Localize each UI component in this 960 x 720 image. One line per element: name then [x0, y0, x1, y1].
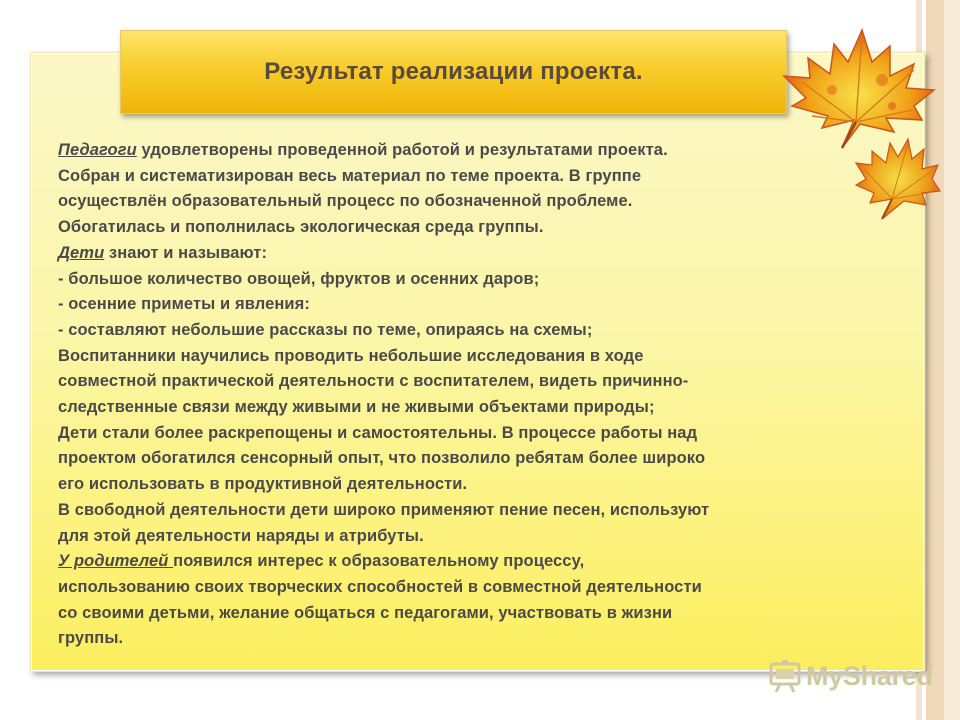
text-line: - осенние приметы и явления: [58, 295, 310, 314]
text-line: - составляют небольшие рассказы по теме, опираясь на схемы; [58, 320, 593, 339]
text-line: Дети стали более раскрепощены и самостоятельны. В процессе работы над [58, 423, 698, 442]
text-line: со своими детьми, желание общаться с педагогами, участвовать в жизни [58, 603, 673, 622]
text-line: его использовать в продуктивной деятельности. [58, 475, 468, 494]
presentation-board-icon [768, 659, 804, 693]
title-banner [120, 30, 787, 114]
text-line: проектом обогатился сенсорный опыт, что позволило ребятам более широко [58, 449, 706, 468]
text-line: Воспитанники научились проводить небольшие исследования в ходе [58, 346, 644, 365]
watermark-logo [768, 656, 933, 696]
underlined-keyword: Дети [58, 243, 105, 262]
text-line: следственные связи между живыми и не живыми объектами природы; [58, 398, 655, 417]
underlined-keyword: Педагоги [58, 141, 137, 159]
text-line: использованию своих творческих способностей в совместной деятельности [58, 577, 702, 596]
text-line: Педагоги удовлетворены проведенной работой и результатами проекта. [58, 141, 668, 159]
text-line: группы. [58, 629, 124, 648]
text-line: для этой деятельности наряды и атрибуты. [58, 526, 424, 545]
text-line: осуществлён образовательный процесс по обозначенной проблеме. [58, 192, 633, 211]
text-line: совместной практической деятельности с воспитателем, видеть причинно- [58, 372, 689, 391]
body-text [58, 138, 908, 652]
text-line: - большое количество овощей, фруктов и осенних даров; [58, 269, 540, 288]
logo-text: MyShared [806, 660, 933, 691]
underlined-keyword: У родителей [58, 552, 174, 571]
text-line: В свободной деятельности дети широко применяют пение песен, используют [58, 500, 710, 519]
text-line: У родителей появился интерес к образовательному процессу, [58, 552, 585, 571]
text-line: Обогатилась и пополнилась экологическая среда группы. [58, 218, 544, 237]
text-line: Собран и систематизирован весь материал по теме проекта. В группе [58, 166, 642, 185]
slide-title: Результат реализации проекта. [264, 58, 643, 85]
text-line: Дети знают и называют: [58, 243, 268, 262]
